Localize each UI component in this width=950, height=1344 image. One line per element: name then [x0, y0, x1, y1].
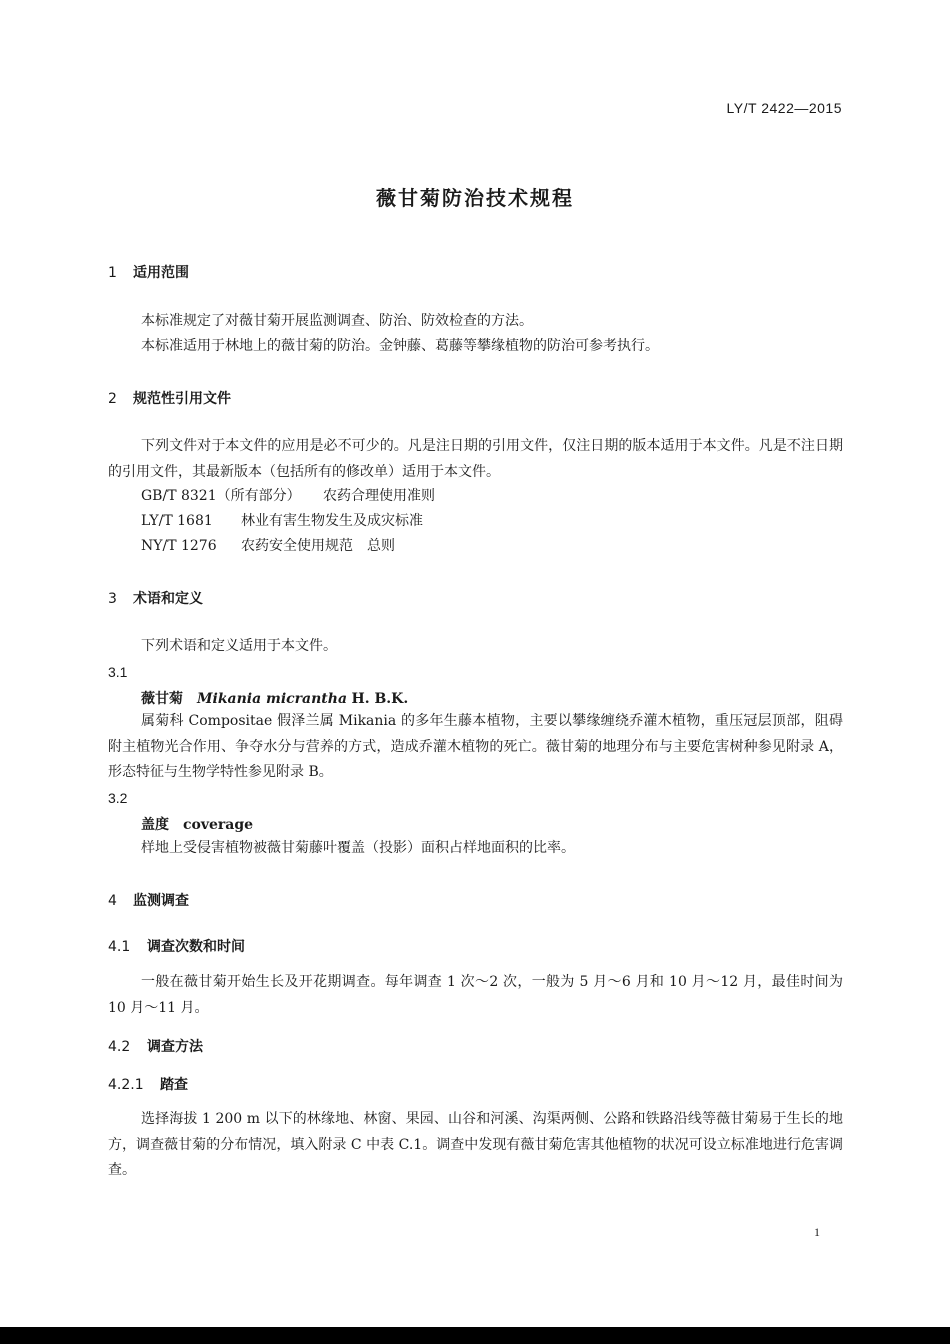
term-number: 3.2 — [108, 790, 128, 806]
paragraph: 本标准适用于林地上的薇甘菊的防治。金钟藤、葛藤等攀缘植物的防治可参考执行。 — [141, 338, 659, 354]
term-latin-name: Mikania micrantha — [197, 691, 348, 707]
subsection-4-2-heading — [108, 1036, 203, 1056]
section-1-heading — [108, 262, 189, 282]
reference-item — [141, 484, 435, 509]
section-title: 调查方法 — [147, 1039, 203, 1055]
page-number: 1 — [814, 1225, 820, 1239]
paragraph: 下列术语和定义适用于本文件。 — [141, 638, 337, 654]
section-number: 4.1 — [108, 939, 131, 955]
section-4-heading — [108, 890, 189, 910]
term-number: 3.1 — [108, 664, 128, 680]
section-title: 监测调查 — [133, 893, 189, 909]
section-number: 4.2 — [108, 1039, 131, 1055]
term-definition: 属菊科 Compositae 假泽兰属 Mikania 的多年生藤本植物，主要以攀缘缠绕乔灌木植物，重压冠层顶部，阻碍附主植物光合作用、争夺水分与营养的方式，造成乔灌木植物的死亡。薇甘菊的地理分布与主要危害树种参见附录 A，形态特征与生物学特性参见附录 B。 — [108, 713, 843, 780]
reference-code: NY/T 1276 — [141, 538, 217, 554]
section-title: 调查次数和时间 — [147, 939, 245, 955]
section-2-heading — [108, 388, 231, 408]
section-title: 适用范围 — [133, 265, 189, 281]
section-title: 规范性引用文件 — [133, 391, 231, 407]
reference-item — [141, 534, 395, 559]
paragraph: 选择海拔 1 200 m 以下的林缘地、林窗、果园、山谷和河溪、沟渠两侧、公路和铁路沿线等薇甘菊易于生长的地方，调查薇甘菊的分布情况，填入附录 C 中表 C.1。调查中发现有薇甘菊危害其他植物的状况可设立标准地进行危害调查。 — [108, 1111, 843, 1178]
page-bottom-border — [0, 1327, 950, 1344]
reference-code: LY/T 1681 — [141, 513, 213, 529]
paragraph: 一般在薇甘菊开始生长及开花期调查。每年调查 1 次～2 次，一般为 5 月～6 月和 10 月～12 月，最佳时间为 10 月～11 月。 — [108, 974, 843, 1016]
section-number: 4.2.1 — [108, 1077, 144, 1093]
reference-item — [141, 509, 423, 534]
subsection-4-2-1-heading — [108, 1074, 188, 1094]
term-name: 盖度 — [141, 817, 169, 833]
paragraph: 下列文件对于本文件的应用是必不可少的。凡是注日期的引用文件，仅注日期的版本适用于本文件。凡是不注日期的引用文件，其最新版本（包括所有的修改单）适用于本文件。 — [108, 438, 843, 480]
term-heading — [141, 688, 408, 708]
section-title: 术语和定义 — [133, 591, 203, 607]
section-number: 1 — [108, 265, 117, 281]
reference-code: GB/T 8321（所有部分） — [141, 488, 301, 504]
reference-title: 农药安全使用规范 总则 — [241, 538, 395, 554]
reference-title: 农药合理使用准则 — [323, 488, 435, 504]
term-english-name: coverage — [183, 817, 254, 833]
section-number: 3 — [108, 591, 117, 607]
term-latin-author: H. B.K. — [351, 691, 409, 707]
section-3-heading — [108, 588, 203, 608]
paragraph: 本标准规定了对薇甘菊开展监测调查、防治、防效检查的方法。 — [141, 313, 533, 329]
term-heading — [141, 814, 253, 834]
term-name: 薇甘菊 — [141, 691, 183, 707]
document-code: LY/T 2422—2015 — [726, 100, 842, 116]
subsection-4-1-heading — [108, 936, 245, 956]
page-title: 薇甘菊防治技术规程 — [376, 186, 574, 210]
term-definition: 样地上受侵害植物被薇甘菊藤叶覆盖（投影）面积占样地面积的比率。 — [141, 840, 575, 856]
section-number: 4 — [108, 893, 117, 909]
section-title: 踏查 — [160, 1077, 188, 1093]
section-number: 2 — [108, 391, 117, 407]
reference-title: 林业有害生物发生及成灾标准 — [241, 513, 423, 529]
